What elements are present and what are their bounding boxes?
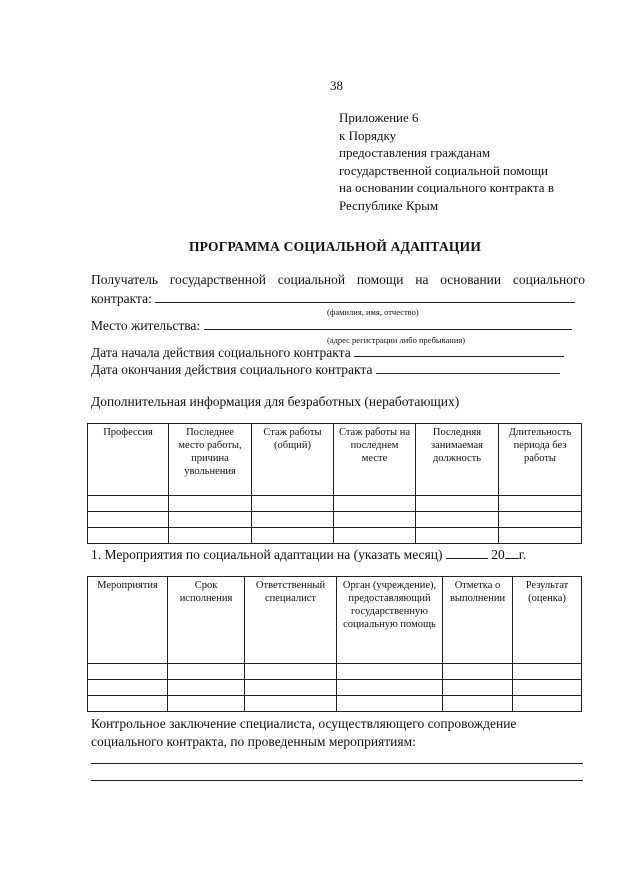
recipient-caption: (фамилия, имя, отчество) [327,307,419,317]
conclusion-line-2: социального контракта, по проведенным мероприятиям: [91,734,416,749]
table-cell[interactable] [168,664,245,680]
residence-label: Место жительства: [91,318,201,333]
contract-end-field[interactable] [376,361,560,374]
page-number: 38 [330,78,343,93]
residence-caption: (адрес регистрации либо пребывания) [327,335,466,345]
table-header-cell: Результат (оценка) [513,577,582,664]
table-header-cell: Мероприятия [88,577,168,664]
residence-line [91,317,572,334]
table-cell[interactable] [88,680,168,696]
contract-end-label: Дата окончания действия социального контракта [91,362,373,377]
contract-start-field[interactable] [354,344,564,357]
recipient-name-field[interactable] [155,290,575,303]
recipient-label: контракта: [91,291,152,306]
appendix-line: Приложение 6 [339,110,419,125]
table-row [88,528,582,544]
month-field[interactable] [446,546,488,559]
recipient-line-1: Получатель государственной социальной помощи на основании социального [91,272,585,287]
table-header-cell: Длительность периода без работы [499,424,582,496]
table-cell[interactable] [337,680,443,696]
table-header-cell: Стаж работы на последнем месте [334,424,416,496]
table-header-cell: Орган (учреждение), предоставляющий государственную социальную помощь [337,577,443,664]
table-cell[interactable] [169,496,252,512]
table-cell[interactable] [443,680,513,696]
table-cell[interactable] [88,696,168,712]
recipient-line-2 [91,290,575,307]
table-cell[interactable] [245,664,337,680]
table-cell[interactable] [88,664,168,680]
appendix-line: предоставления гражданам [339,145,491,160]
document-title: ПРОГРАММА СОЦИАЛЬНОЙ АДАПТАЦИИ [188,239,482,254]
conclusion-fill-line[interactable] [91,780,583,781]
table-header-cell: Отметка о выполнении [443,577,513,664]
table-cell[interactable] [334,512,416,528]
table-row [88,696,582,712]
appendix-line: государственной социальной помощи [339,162,548,178]
table-header-cell: Последняя занимаемая должность [416,424,499,496]
conclusion-line-1: Контрольное заключение специалиста, осуществляющего сопровождение [91,716,517,731]
table-row [88,496,582,512]
table-cell[interactable] [334,496,416,512]
unemployed-info-table [87,423,582,544]
table-cell[interactable] [499,512,582,528]
table-header-cell: Ответственный специалист [245,577,337,664]
table-cell[interactable] [499,496,582,512]
table-cell[interactable] [513,680,582,696]
table-cell[interactable] [443,696,513,712]
table-cell[interactable] [334,528,416,544]
contract-start-line [91,344,564,361]
table-header-cell: Последнее место работы, причина увольнения [169,424,252,496]
year-prefix: 20 [491,547,505,562]
table-cell[interactable] [168,680,245,696]
table-header-cell: Профессия [88,424,169,496]
table-row [88,512,582,528]
appendix-line: к Порядку [339,127,397,143]
contract-end-line [91,361,560,378]
appendix-line: на основании социального контракта в [339,180,554,195]
table-cell[interactable] [337,664,443,680]
table-cell[interactable] [88,496,169,512]
table-cell[interactable] [252,496,334,512]
table-cell[interactable] [416,512,499,528]
table-header-cell: Срок исполнения [168,577,245,664]
table-cell[interactable] [337,696,443,712]
appendix-line: Республике Крым [339,197,439,213]
residence-field[interactable] [204,317,572,330]
appendix-heading [339,109,554,214]
measures-line [91,546,526,563]
table-cell[interactable] [499,528,582,544]
table-header-row [88,577,582,664]
table-row [88,680,582,696]
table-cell[interactable] [245,696,337,712]
year-field[interactable] [505,546,519,559]
table-cell[interactable] [245,680,337,696]
measures-table [87,576,582,712]
table-cell[interactable] [252,528,334,544]
year-suffix: г. [518,547,527,562]
table-cell[interactable] [88,512,169,528]
table-cell[interactable] [513,696,582,712]
table-header-row [88,424,582,496]
table-cell[interactable] [168,696,245,712]
table-cell[interactable] [416,496,499,512]
table-cell[interactable] [443,664,513,680]
unemployed-info-heading: Дополнительная информация для безработных (неработающих) [91,394,460,409]
table-cell[interactable] [88,528,169,544]
table-header-cell: Стаж работы (общий) [252,424,334,496]
table-cell[interactable] [416,528,499,544]
conclusion-fill-line[interactable] [91,763,583,764]
measures-label: 1. Мероприятия по социальной адаптации на (указать месяц) [91,547,443,562]
table-cell[interactable] [169,528,252,544]
table-cell[interactable] [513,664,582,680]
table-cell[interactable] [252,512,334,528]
table-cell[interactable] [169,512,252,528]
table-row [88,664,582,680]
contract-start-label: Дата начала действия социального контракта [91,345,351,360]
